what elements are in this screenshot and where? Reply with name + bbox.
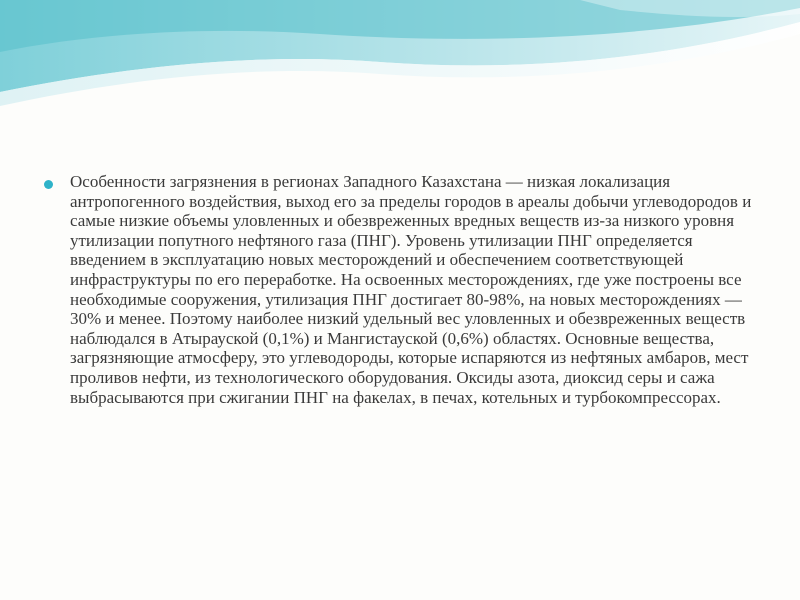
bullet-text: Особенности загрязнения в регионах Западного Казахстана — низкая локализация антропогенного воздействия, выход его за пределы городов в ареалы добычи углеводородов и самые низкие объемы уловленных и обезвреженных вредных веществ из-за низкого уровня утилизации попутного нефтяного газа (ПНГ). Уровень утилизации ПНГ определяется введением в эксплуатацию новых месторождений и обеспечением соответствующей инфраструктуры по его переработке. На освоенных месторождениях, где уже построены все необходимые сооружения, утилизация ПНГ достигает 80-98%, на новых месторождениях — 30% и менее. Поэтому наиболее низкий удельный вес уловленных и обезвреженных веществ наблюдался в Атырауской (0,1%) и Мангистауской (0,6%) областях. Основные вещества, загрязняющие атмосферу, это углеводороды, которые испаряются из нефтяных амбаров, мест проливов нефти, из технологического оборудования. Оксиды азота, диоксид серы и сажа выбрасываются при сжигании ПНГ на факелах, в печах, котельных и турбокомпрессорах. [70, 172, 752, 407]
header-wave-decoration [0, 0, 800, 110]
bullet-item [44, 172, 764, 407]
bullet-dot-icon [44, 180, 53, 189]
slide-content [44, 172, 764, 407]
